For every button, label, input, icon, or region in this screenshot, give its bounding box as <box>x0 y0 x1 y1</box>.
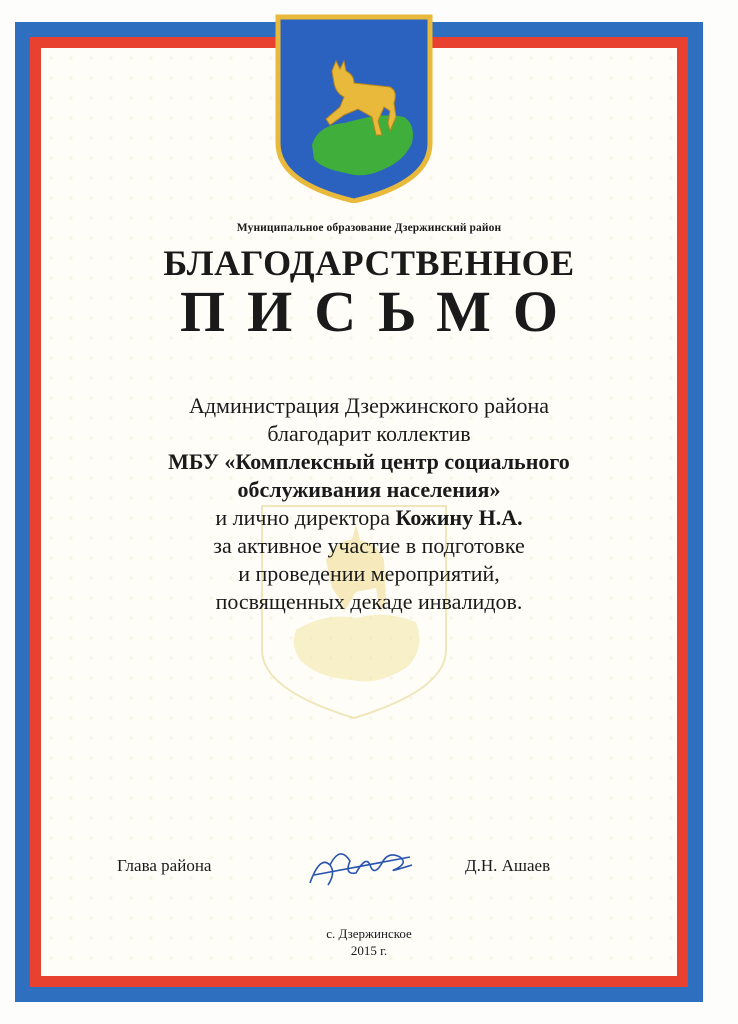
body-line7: и проведении мероприятий, <box>238 561 500 586</box>
director-prefix: и лично директора <box>215 505 396 530</box>
place-name: с. Дзержинское <box>326 926 412 941</box>
body-line6: за активное участие в подготовке <box>213 533 525 558</box>
title-line2: ПИСЬМО <box>180 279 580 344</box>
director-name: Кожину Н.А. <box>395 505 523 530</box>
organization-name-2: обслуживания населения» <box>237 477 501 502</box>
coat-of-arms-icon <box>274 13 434 203</box>
certificate-text <box>60 392 678 616</box>
signatory-title: Глава района <box>117 856 212 875</box>
body-line3 <box>60 448 678 476</box>
place-and-year <box>0 925 738 959</box>
body-line8: посвященных декаде инвалидов. <box>215 589 523 614</box>
body-line1: Администрация Дзержинского района <box>188 393 550 418</box>
municipality-name: Муниципальное образование Дзержинский район <box>236 222 502 234</box>
organization-name-1: МБУ «Комплексный центр социального <box>168 449 570 474</box>
body-line2: благодарит коллектив <box>267 421 471 446</box>
year: 2015 г. <box>350 943 388 958</box>
body-line4 <box>60 476 678 504</box>
signature-icon <box>300 835 420 895</box>
body-line5 <box>60 504 678 532</box>
title-line1: БЛАГОДАРСТВЕННОЕ <box>163 243 575 283</box>
signatory-name: Д.Н. Ашаев <box>465 856 551 875</box>
